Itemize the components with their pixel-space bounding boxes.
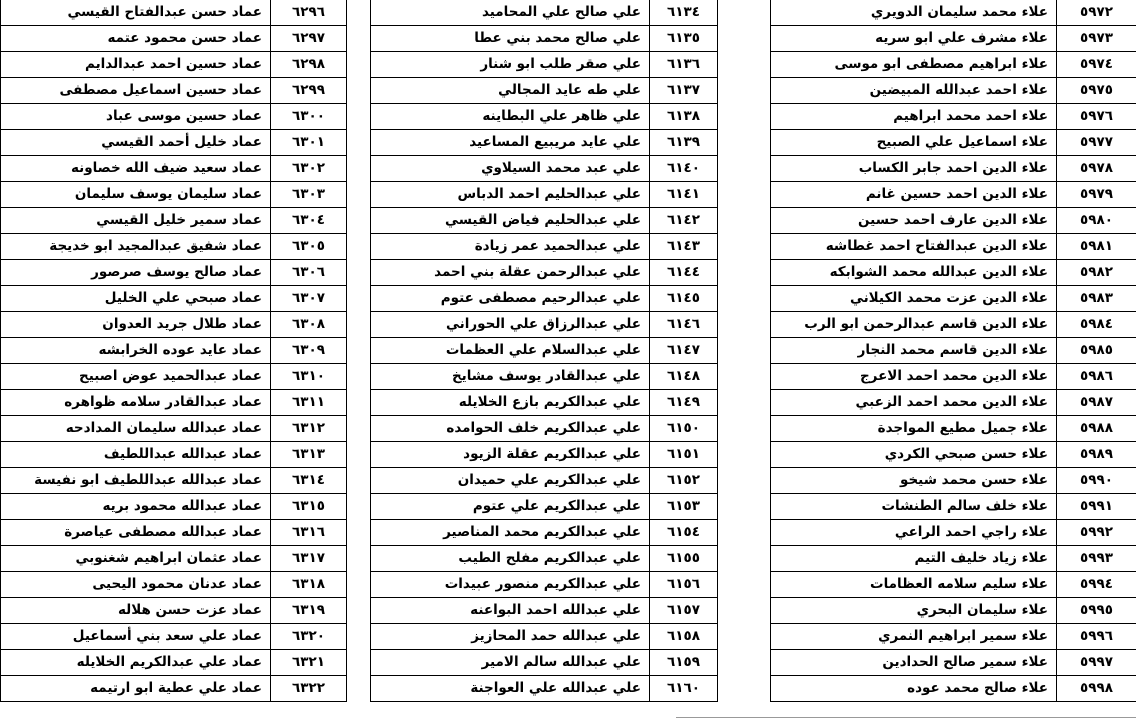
entry-name: علاء سليمان البحري: [771, 598, 1057, 624]
entry-number: ٦٣١٧: [271, 546, 347, 572]
entry-name: علاء راجي احمد الراعي: [771, 520, 1057, 546]
entry-number: ٥٩٧٩: [1057, 182, 1136, 208]
entry-name: علي طه عايد المجالي: [371, 78, 650, 104]
entry-name: عماد عايد عوده الخرابشه: [1, 338, 271, 364]
entry-name: علاء الدين عارف احمد حسين: [771, 208, 1057, 234]
entry-name: علي عبدالرحمن عقلة بني احمد: [371, 260, 650, 286]
table-row: [771, 104, 1136, 130]
entry-name: علي عبدالكريم عقلة الزيود: [371, 442, 650, 468]
entry-number: ٥٩٩٠: [1057, 468, 1136, 494]
table-row: [371, 234, 718, 260]
entry-name: علي عبدالله سالم الامير: [371, 650, 650, 676]
entry-name: عماد عبدالله عبداللطيف: [1, 442, 271, 468]
entry-name: عماد طلال جريد العدوان: [1, 312, 271, 338]
entry-number: ٦٣٠٠: [271, 104, 347, 130]
table-row: [1, 286, 347, 312]
entry-number: ٦٢٩٦: [271, 0, 347, 26]
entry-number: ٥٩٨٧: [1057, 390, 1136, 416]
table-row: [771, 130, 1136, 156]
entry-number: ٦١٤٠: [650, 156, 718, 182]
entry-name: علي عبدالكريم علي حميدان: [371, 468, 650, 494]
entry-number: ٦٣١٠: [271, 364, 347, 390]
names-table-left: [0, 0, 347, 702]
entry-name: علي عايد مريبيع المساعيد: [371, 130, 650, 156]
entry-name: علي عبدالكريم منصور عبيدات: [371, 572, 650, 598]
table-row: [771, 364, 1136, 390]
entry-number: ٦٣٠٢: [271, 156, 347, 182]
entry-number: ٦١٣٧: [650, 78, 718, 104]
entry-name: علاء الدين قاسم عبدالرحمن ابو الرب: [771, 312, 1057, 338]
entry-name: علاء صالح محمد عوده: [771, 676, 1057, 702]
entry-number: ٦٢٩٩: [271, 78, 347, 104]
entry-name: عماد سمير خليل القيسي: [1, 208, 271, 234]
table-row: [371, 364, 718, 390]
table-row: [371, 104, 718, 130]
entry-name: علي عبدالكريم علي عتوم: [371, 494, 650, 520]
table-row: [371, 338, 718, 364]
entry-number: ٦٣١٥: [271, 494, 347, 520]
table-row: [771, 312, 1136, 338]
entry-name: علاء الدين احمد حسين غانم: [771, 182, 1057, 208]
entry-number: ٦١٥٦: [650, 572, 718, 598]
table-row: [371, 52, 718, 78]
entry-number: ٥٩٩٢: [1057, 520, 1136, 546]
table-row: [771, 598, 1136, 624]
table-row: [371, 416, 718, 442]
entry-name: علاء حسن صبحي الكردي: [771, 442, 1057, 468]
entry-name: عماد عبدالله محمود بريه: [1, 494, 271, 520]
table-row: [1, 364, 347, 390]
entry-name: علي عبدالكريم محمد المناصير: [371, 520, 650, 546]
table-row: [771, 494, 1136, 520]
table-row: [771, 208, 1136, 234]
table-row: [1, 182, 347, 208]
table-row: [371, 676, 718, 702]
entry-name: علي عبدالله احمد البواعنه: [371, 598, 650, 624]
entry-name: علاء خلف سالم الطنشات: [771, 494, 1057, 520]
table-row: [1, 208, 347, 234]
entry-name: علي عبد محمد السيلاوي: [371, 156, 650, 182]
entry-name: عماد عبدالله سليمان المدادحه: [1, 416, 271, 442]
entry-name: علاء زياد خليف التيم: [771, 546, 1057, 572]
entry-name: عماد علي عطية ابو ارتيمه: [1, 676, 271, 702]
table-row: [371, 26, 718, 52]
entry-number: ٥٩٧٧: [1057, 130, 1136, 156]
entry-name: عماد عبدالحميد عوض اصبيح: [1, 364, 271, 390]
table-row: [771, 78, 1136, 104]
entry-number: ٥٩٩٦: [1057, 624, 1136, 650]
entry-name: علاء سمير صالح الحدادين: [771, 650, 1057, 676]
entry-name: علي عبدالحليم احمد الدباس: [371, 182, 650, 208]
entry-name: عماد حسن محمود عتمه: [1, 26, 271, 52]
entry-name: علاء الدين عبدالله محمد الشوابكه: [771, 260, 1057, 286]
table-row: [1, 130, 347, 156]
entry-name: عماد عبدالله عبداللطيف ابو نفيسة: [1, 468, 271, 494]
entry-number: ٦٣١٤: [271, 468, 347, 494]
table-row: [371, 286, 718, 312]
entry-number: ٥٩٨٩: [1057, 442, 1136, 468]
entry-number: ٦١٤٥: [650, 286, 718, 312]
table-row: [1, 234, 347, 260]
table-row: [1, 494, 347, 520]
entry-name: عماد حسين احمد عبدالدايم: [1, 52, 271, 78]
entry-number: ٥٩٩٣: [1057, 546, 1136, 572]
entry-name: علاء جميل مطيع المواجدة: [771, 416, 1057, 442]
table-row: [771, 416, 1136, 442]
entry-name: علي عبدالقادر يوسف مشايخ: [371, 364, 650, 390]
table-row: [1, 78, 347, 104]
table-row: [771, 234, 1136, 260]
entry-number: ٦٣٠٧: [271, 286, 347, 312]
entry-name: علاء احمد محمد ابراهيم: [771, 104, 1057, 130]
entry-name: علاء سليم سلامه العظامات: [771, 572, 1057, 598]
entry-name: علي عبدالرزاق علي الحوراني: [371, 312, 650, 338]
table-row: [771, 52, 1136, 78]
names-table-middle: [370, 0, 718, 702]
entry-number: ٥٩٧٥: [1057, 78, 1136, 104]
entry-number: ٦١٥٨: [650, 624, 718, 650]
table-row: [1, 338, 347, 364]
entry-name: علي عبدالسلام علي العظمات: [371, 338, 650, 364]
entry-number: ٥٩٩٨: [1057, 676, 1136, 702]
entry-name: علاء مشرف علي ابو سريه: [771, 26, 1057, 52]
entry-number: ٦١٥٤: [650, 520, 718, 546]
entry-name: علاء الدين قاسم محمد النجار: [771, 338, 1057, 364]
entry-number: ٥٩٧٣: [1057, 26, 1136, 52]
table-row: [371, 546, 718, 572]
entry-name: علاء اسماعيل علي الصبيح: [771, 130, 1057, 156]
entry-number: ٦٣٢١: [271, 650, 347, 676]
entry-name: علي عبدالرحيم مصطفى عتوم: [371, 286, 650, 312]
names-table-middle-body: [371, 0, 718, 702]
table-row: [1, 572, 347, 598]
entry-name: علاء محمد سليمان الدويري: [771, 0, 1057, 26]
table-row: [371, 624, 718, 650]
table-row: [1, 260, 347, 286]
table-row: [771, 546, 1136, 572]
table-row: [1, 390, 347, 416]
table-row: [1, 156, 347, 182]
entry-number: ٦٣١١: [271, 390, 347, 416]
table-row: [771, 286, 1136, 312]
entry-number: ٦٢٩٧: [271, 26, 347, 52]
entry-number: ٦١٥٩: [650, 650, 718, 676]
table-row: [371, 182, 718, 208]
names-table-right-body: [771, 0, 1136, 702]
entry-name: علاء سمير ابراهيم النمري: [771, 624, 1057, 650]
table-row: [1, 624, 347, 650]
entry-number: ٥٩٨٨: [1057, 416, 1136, 442]
entry-name: عماد حسن عبدالفتاح القيسي: [1, 0, 271, 26]
entry-number: ٦١٤٨: [650, 364, 718, 390]
entry-number: ٦٣٢٠: [271, 624, 347, 650]
table-row: [371, 0, 718, 26]
table-row: [771, 442, 1136, 468]
entry-number: ٦١٥٠: [650, 416, 718, 442]
table-row: [1, 676, 347, 702]
table-row: [1, 104, 347, 130]
table-row: [371, 312, 718, 338]
entry-name: عماد علي عبدالكريم الخلايله: [1, 650, 271, 676]
entry-name: عماد شفيق عبدالمجيد ابو خديجة: [1, 234, 271, 260]
entry-name: عماد علي سعد بني أسماعيل: [1, 624, 271, 650]
entry-number: ٦٣٠١: [271, 130, 347, 156]
table-row: [771, 182, 1136, 208]
table-row: [371, 520, 718, 546]
table-row: [371, 390, 718, 416]
table-row: [1, 26, 347, 52]
entry-number: ٥٩٨٤: [1057, 312, 1136, 338]
table-row: [371, 78, 718, 104]
entry-name: عماد عزت حسن هلاله: [1, 598, 271, 624]
table-row: [1, 650, 347, 676]
table-row: [771, 260, 1136, 286]
entry-name: عماد حسين اسماعيل مصطفى: [1, 78, 271, 104]
entry-name: علي عبدالحليم فياض القيسي: [371, 208, 650, 234]
entry-name: علاء حسن محمد شيخو: [771, 468, 1057, 494]
table-row: [771, 156, 1136, 182]
entry-number: ٥٩٩٧: [1057, 650, 1136, 676]
table-row: [1, 416, 347, 442]
entry-number: ٥٩٧٤: [1057, 52, 1136, 78]
table-row: [771, 676, 1136, 702]
entry-number: ٥٩٩١: [1057, 494, 1136, 520]
entry-name: علاء الدين محمد احمد الزعبي: [771, 390, 1057, 416]
table-row: [771, 338, 1136, 364]
entry-name: عماد سليمان يوسف سليمان: [1, 182, 271, 208]
entry-number: ٦٣١٦: [271, 520, 347, 546]
entry-number: ٥٩٧٢: [1057, 0, 1136, 26]
entry-name: علي عبدالحميد عمر زيادة: [371, 234, 650, 260]
entry-number: ٦٣٠٩: [271, 338, 347, 364]
entry-number: ٥٩٩٤: [1057, 572, 1136, 598]
entry-number: ٦٣٠٨: [271, 312, 347, 338]
entry-name: علي صقر طلب ابو شنار: [371, 52, 650, 78]
table-row: [1, 468, 347, 494]
entry-number: ٦٣٠٤: [271, 208, 347, 234]
entry-number: ٦٣٠٥: [271, 234, 347, 260]
entry-name: علي عبدالكريم مفلح الطيب: [371, 546, 650, 572]
table-row: [1, 0, 347, 26]
entry-name: عماد حسين موسى عباد: [1, 104, 271, 130]
table-row: [771, 572, 1136, 598]
table-row: [1, 520, 347, 546]
entry-number: ٦١٤١: [650, 182, 718, 208]
entry-number: ٦١٥١: [650, 442, 718, 468]
table-row: [371, 468, 718, 494]
entry-name: علاء ابراهيم مصطفى ابو موسى: [771, 52, 1057, 78]
entry-number: ٦١٥٢: [650, 468, 718, 494]
entry-name: علي صالح محمد بني عطا: [371, 26, 650, 52]
table-row: [771, 650, 1136, 676]
entry-name: علاء احمد عبدالله المبيضين: [771, 78, 1057, 104]
entry-number: ٦١٣٥: [650, 26, 718, 52]
entry-number: ٦٣١٨: [271, 572, 347, 598]
table-row: [371, 650, 718, 676]
entry-number: ٦٢٩٨: [271, 52, 347, 78]
entry-number: ٦١٤٧: [650, 338, 718, 364]
entry-number: ٦٣١٩: [271, 598, 347, 624]
table-row: [771, 468, 1136, 494]
table-row: [771, 624, 1136, 650]
table-row: [771, 0, 1136, 26]
table-row: [1, 312, 347, 338]
table-row: [1, 546, 347, 572]
entry-name: عماد خليل أحمد القيسي: [1, 130, 271, 156]
entry-name: عماد صالح يوسف صرصور: [1, 260, 271, 286]
entry-name: علي عبدالكريم بازع الخلايله: [371, 390, 650, 416]
table-row: [771, 520, 1136, 546]
entry-number: ٦٣٢٢: [271, 676, 347, 702]
entry-number: ٦١٤٣: [650, 234, 718, 260]
entry-name: علاء الدين محمد احمد الاعرج: [771, 364, 1057, 390]
entry-name: عماد سعيد ضيف الله خصاونه: [1, 156, 271, 182]
table-row: [371, 572, 718, 598]
entry-number: ٦٣١٣: [271, 442, 347, 468]
table-row: [371, 598, 718, 624]
entry-number: ٦١٣٩: [650, 130, 718, 156]
entry-number: ٦١٣٦: [650, 52, 718, 78]
table-row: [371, 442, 718, 468]
entry-number: ٥٩٨٠: [1057, 208, 1136, 234]
entry-name: عماد عبدالقادر سلامه ظواهره: [1, 390, 271, 416]
entry-name: علاء الدين عزت محمد الكيلاني: [771, 286, 1057, 312]
entry-name: علي عبدالله حمد المحازيز: [371, 624, 650, 650]
entry-number: ٥٩٨٣: [1057, 286, 1136, 312]
table-row: [371, 494, 718, 520]
entry-number: ٥٩٩٥: [1057, 598, 1136, 624]
table-row: [371, 156, 718, 182]
entry-number: ٥٩٨٦: [1057, 364, 1136, 390]
entry-number: ٦٣٠٣: [271, 182, 347, 208]
table-row: [1, 598, 347, 624]
entry-name: علاء الدين احمد جابر الكساب: [771, 156, 1057, 182]
entry-number: ٦٣٠٦: [271, 260, 347, 286]
entry-number: ٦١٤٢: [650, 208, 718, 234]
entry-number: ٥٩٨٥: [1057, 338, 1136, 364]
entry-number: ٥٩٨١: [1057, 234, 1136, 260]
table-row: [1, 52, 347, 78]
entry-number: ٦١٤٤: [650, 260, 718, 286]
entry-number: ٦١٥٧: [650, 598, 718, 624]
entry-number: ٦٣١٢: [271, 416, 347, 442]
entry-name: عماد عبدالله مصطفى عياصرة: [1, 520, 271, 546]
entry-name: علي صالح علي المحاميد: [371, 0, 650, 26]
entry-number: ٦١٤٩: [650, 390, 718, 416]
entry-number: ٦١٥٥: [650, 546, 718, 572]
entry-number: ٦١٣٨: [650, 104, 718, 130]
entry-name: عماد عدنان محمود اليحيى: [1, 572, 271, 598]
table-row: [771, 26, 1136, 52]
entry-name: عماد عثمان ابراهيم شغنوبي: [1, 546, 271, 572]
names-table-right: [770, 0, 1136, 702]
entry-number: ٥٩٧٨: [1057, 156, 1136, 182]
names-table-left-body: [1, 0, 347, 702]
entry-number: ٦١٤٦: [650, 312, 718, 338]
entry-name: علي عبدالكريم خلف الحوامده: [371, 416, 650, 442]
table-row: [1, 442, 347, 468]
table-row: [771, 390, 1136, 416]
entry-name: عماد صبحي علي الخليل: [1, 286, 271, 312]
table-row: [371, 130, 718, 156]
entry-number: ٦١٣٤: [650, 0, 718, 26]
entry-name: علاء الدين عبدالفتاح احمد غطاشه: [771, 234, 1057, 260]
entry-number: ٥٩٧٦: [1057, 104, 1136, 130]
table-row: [371, 208, 718, 234]
table-row: [371, 260, 718, 286]
entry-name: علي ظاهر علي البطاينه: [371, 104, 650, 130]
entry-number: ٦١٦٠: [650, 676, 718, 702]
entry-number: ٦١٥٣: [650, 494, 718, 520]
entry-number: ٥٩٨٢: [1057, 260, 1136, 286]
entry-name: علي عبدالله علي العواجنة: [371, 676, 650, 702]
